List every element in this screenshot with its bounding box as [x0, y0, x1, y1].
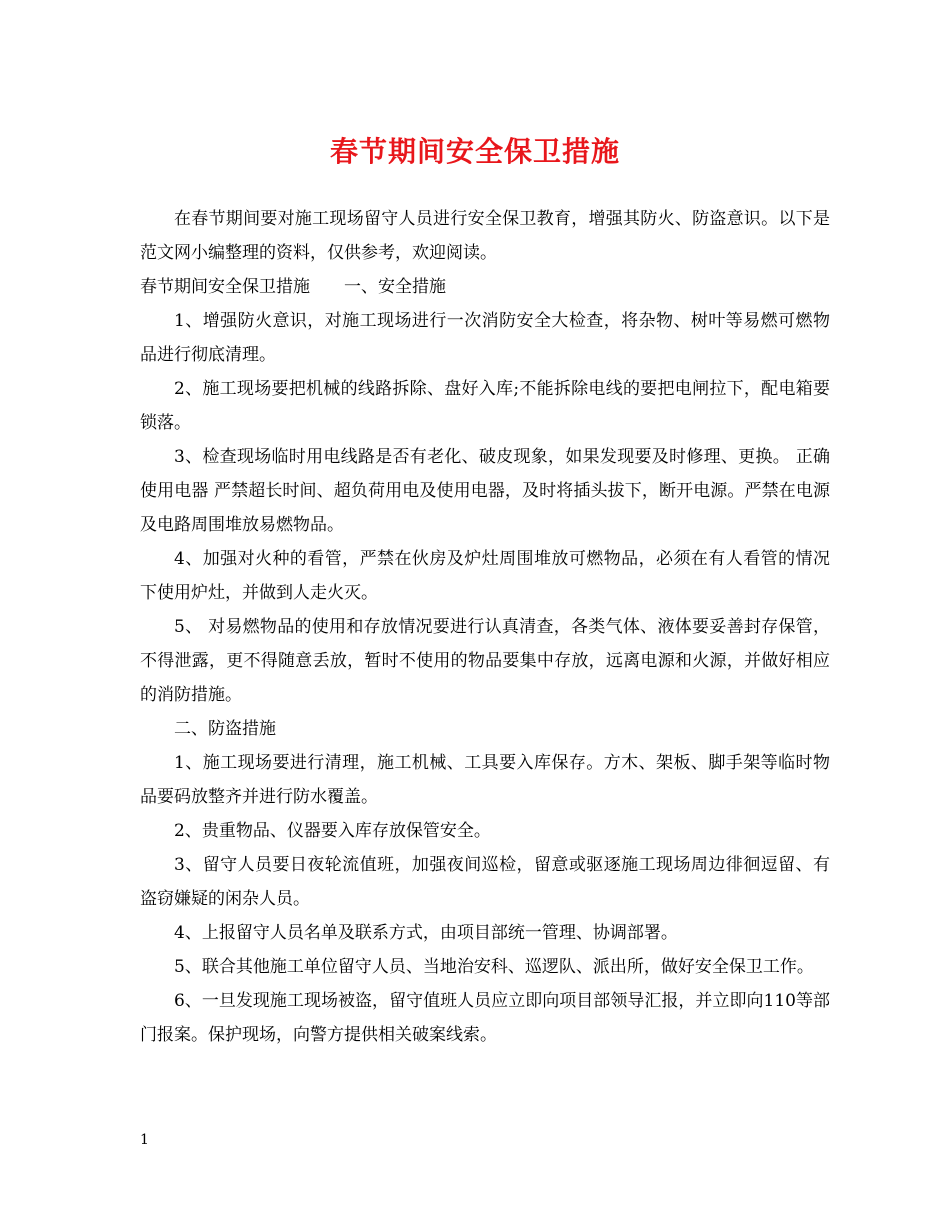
- section2-item-3: 3、留守人员要日夜轮流值班，加强夜间巡检，留意或驱逐施工现场周边徘徊逗留、有盗窃嫌疑的闲杂人员。: [140, 855, 830, 909]
- section1-item-3: 3、检查现场临时用电线路是否有老化、破皮现象，如果发现要及时修理、更换。 正确使用电器 严禁超长时间、超负荷用电及使用电器，及时将插头拔下，断开电源。严禁在电源及电路周围堆放易燃物品。: [140, 447, 830, 535]
- document-body: [140, 202, 830, 1052]
- section2-item-2: 2、贵重物品、仪器要入库存放保管安全。: [174, 821, 491, 841]
- section2-item-6: 6、一旦发现施工现场被盗，留守值班人员应立即向项目部领导汇报，并立即向110等部门报案。保护现场，向警方提供相关破案线索。: [140, 991, 830, 1045]
- section1-item-2: 2、施工现场要把机械的线路拆除、盘好入库;不能拆除电线的要把电闸拉下，配电箱要锁落。: [140, 379, 830, 433]
- section1-item-1: 1、增强防火意识，对施工现场进行一次消防安全大检查，将杂物、树叶等易燃可燃物品进行彻底清理。: [140, 311, 830, 365]
- section1-item-4: 4、加强对火种的看管，严禁在伙房及炉灶周围堆放可燃物品，必须在有人看管的情况下使用炉灶，并做到人走火灭。: [140, 549, 830, 603]
- intro-paragraph: 在春节期间要对施工现场留守人员进行安全保卫教育，增强其防火、防盗意识。以下是范文网小编整理的资料，仅供参考，欢迎阅读。: [140, 209, 830, 263]
- subtitle-text: 春节期间安全保卫措施: [140, 277, 310, 297]
- section2-heading: 二、防盗措施: [174, 719, 276, 739]
- section2-item-5: 5、联合其他施工单位留守人员、当地治安科、巡逻队、派出所，做好安全保卫工作。: [174, 957, 814, 977]
- section2-item-1: 1、施工现场要进行清理，施工机械、工具要入库保存。方木、架板、脚手架等临时物品要码放整齐并进行防水覆盖。: [140, 753, 830, 807]
- document-title: 春节期间安全保卫措施: [329, 135, 620, 168]
- section1-item-5: 5、 对易燃物品的使用和存放情况要进行认真清查，各类气体、液体要妥善封存保管，不得泄露，更不得随意丢放，暂时不使用的物品要集中存放，远离电源和火源，并做好相应的消防措施。: [140, 617, 830, 705]
- section2-item-4: 4、上报留守人员名单及联系方式，由项目部统一管理、协调部署。: [174, 923, 678, 943]
- page-number: 1: [140, 1132, 149, 1148]
- section1-heading: 一、安全措施: [344, 277, 446, 297]
- subtitle-line: [140, 270, 830, 304]
